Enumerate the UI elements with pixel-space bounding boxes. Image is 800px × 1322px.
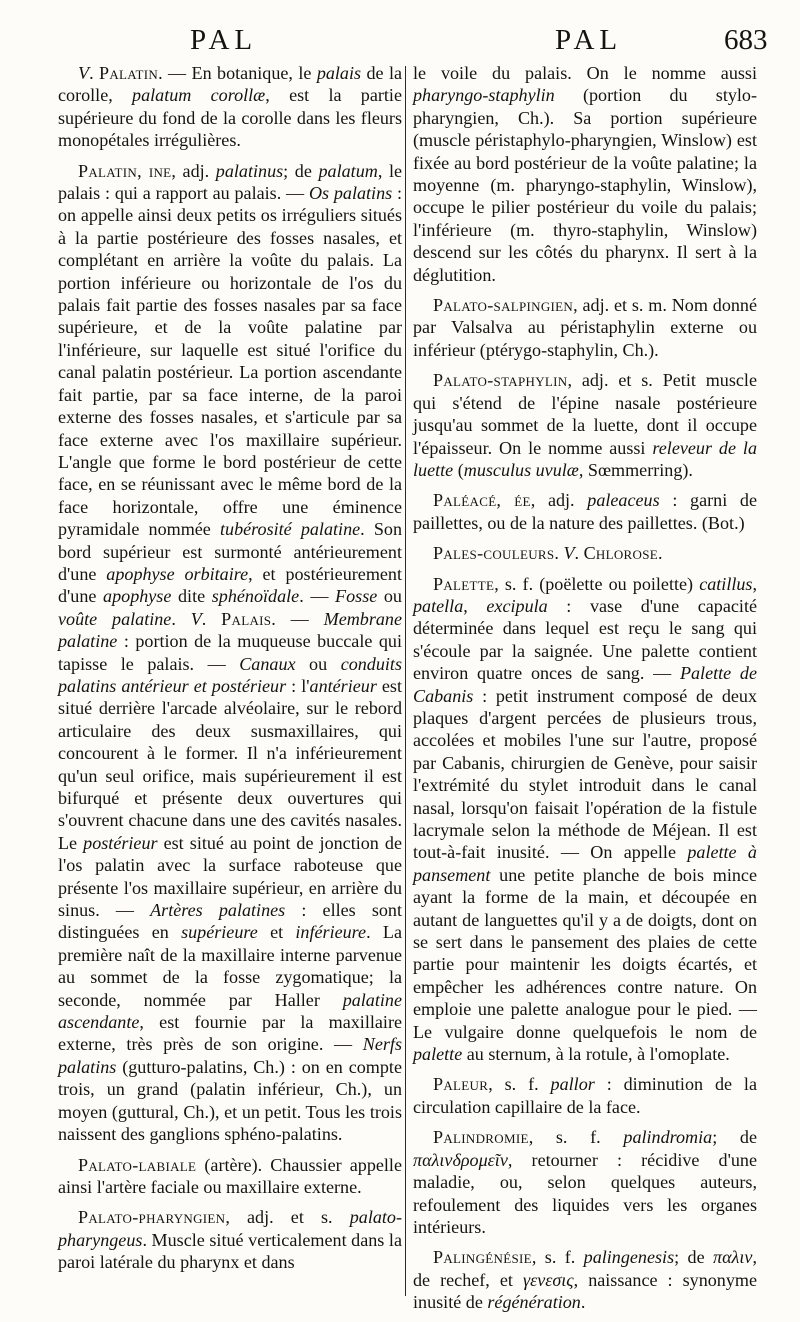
running-head-left: PAL	[190, 24, 258, 56]
dictionary-entry: Pales-couleurs. V. Chlorose.	[433, 543, 663, 564]
dictionary-entry: Paléacé, ée, adj. paleaceus : garni de paillettes, ou de la nature des paillettes. (Bot.)	[413, 490, 758, 533]
right-column	[413, 62, 757, 1322]
page-number: 683	[724, 24, 768, 56]
dictionary-entry: Palatin, ine, adj. palatinus; de palatum, le palais : qui a rapport au palais. — Os palatins : on appelle ainsi deux petits os irréguliers situés à la partie postérieure des fosses nasales, et complétant en arrière la voûte du palais. La portion inférieure ou horizontale de l'os du palais fait partie des fosses nasales par sa face supérieure, et de la voûte palatine par l'inférieure, sur laquelle est situé l'orifice du canal palatin postérieur. La portion ascendante fait partie, par sa face interne, de la paroi externe des fosses nasales, et s'articule par sa face externe avec l'os maxillaire supérieur. L'angle que forme le bord postérieur de cette face, en se réunissant avec le même bord de la face horizontale, offre une éminence pyramidale nommée tubérosité palatine. Son bord supérieur est surmonté antérieurement d'une apophyse orbitaire, et postérieurement d'une apophyse dite sphénoïdale. — Fosse ou voûte palatine. V. Palais. — Membrane palatine : portion de la muqueuse buccale qui tapisse le palais. — Canaux ou conduits palatins antérieur et postérieur : l'antérieur est situé derrière l'arcade alvéolaire, sur le rebord articulaire des deux susmaxillaires, qui concourent à le former. Il n'a inférieurement qu'un seul orifice, mais supérieurement il est bifurqué et présente deux ouvertures qui s'ouvrent chacune dans une des cavités nasales. Le postérieur est situé au point de jonction de l'os palatin avec la surface raboteuse que présente l'os maxillaire supérieur, en arrière du sinus. — Artères palatines : elles sont distinguées en supérieure et inférieure. La première naît de la maxillaire interne parvenue au sommet de la fosse zygomatique; la seconde, nommée par Haller palatine ascendante, est fournie par la maxillaire externe, très près de son origine. — Nerfs palatins (gutturo-palatins, Ch.) : on en compte trois, un grand (palatin inférieur, Ch.), un moyen (guttural, Ch.), et un petit. Tous les trois naissent des ganglions sphéno-palatins.	[58, 160, 403, 1145]
dictionary-entry: Paleur, s. f. pallor : diminution de la circulation capillaire de la face.	[413, 1074, 757, 1117]
dictionary-entry: le voile du palais. On le nomme aussi pharyngo-staphylin (portion du stylo-pharyngien, Ch.). Sa portion supérieure (muscle péristaphylo-pharyngien, Winslow) est fixée au bord postérieur de la voûte palatine; la moyenne (m. pharyngo-staphylin, Winslow), occupe le pilier postérieur du voile du palais; l'inférieure (m. thyro-staphylin, Winslow) descend sur les côtés du pharynx. Il sert à la déglutition.	[413, 63, 757, 285]
column-divider	[405, 66, 406, 1296]
dictionary-entry: V. Palatin. — En botanique, le palais de la corolle, palatum corollæ, est la partie supérieure du fond de la corolle dans les fleurs monopétales irrégulières.	[58, 63, 403, 151]
running-head-right: PAL	[555, 24, 623, 56]
dictionary-entry: Palato-pharyngien, adj. et s. palato-pharyngeus. Muscle situé verticalement dans la paroi latérale du pharynx et dans	[58, 1207, 402, 1273]
dictionary-entry: Palindromie, s. f. palindromia; de παλινδρομεῖν, retourner : récidive d'une maladie, ou, selon quelques auteurs, refoulement des liquides vers les organes intérieurs.	[413, 1127, 757, 1237]
dictionary-entry: Palingénésie, s. f. palingenesis; de παλιν, de rechef, et γενεσις, naissance : synonyme inusité de régénération.	[413, 1247, 757, 1313]
dictionary-entry: Palato-labiale (artère). Chaussier appelle ainsi l'artère faciale ou maxillaire externe.	[58, 1154, 402, 1197]
dictionary-entry: Palato-staphylin, adj. et s. Petit muscle qui s'étend de l'épine nasale postérieure jusqu'au sommet de la luette, dont il occupe l'épaisseur. On le nomme aussi releveur de la luette (musculus uvulæ, Sœmmerring).	[413, 370, 757, 480]
dictionary-entry: Palette, s. f. (poëlette ou poilette) catillus, patella, excipula : vase d'une capacité déterminée dans lequel est reçu le sang qui s'écoule par la saignée. Une palette contient environ quatre onces de sang. — Palette de Cabanis : petit instrument composé de deux plaques d'argent percées de plusieurs trous, accolées et mobiles l'une sur l'autre, proposé par Cabanis, chirurgien de Genève, pour saisir l'extrémité du stylet introduit dans le canal nasal, lorsqu'on faisait l'opération de la fistule lacrymale selon la méthode de Méjean. Il est tout-à-fait inusité. — On appelle palette à pansement une petite planche de bois mince ayant la forme de la main, et découpée en autant de languettes qu'il y a de doigts, dont on se sert dans le pansement des plaies de cette partie pour maintenir les doigts écartés, et empêcher les adhérences contre nature. On emploie une palette analogue pour le pied. — Le vulgaire donne quelquefois le nom de palette au sternum, à la rotule, à l'omoplate.	[413, 573, 757, 1065]
left-column	[58, 62, 402, 1282]
dictionary-entry: Palato-salpingien, adj. et s. m. Nom donné par Valsalva au péristaphylin externe ou inférieur (ptérygo-staphylin, Ch.).	[413, 295, 757, 360]
